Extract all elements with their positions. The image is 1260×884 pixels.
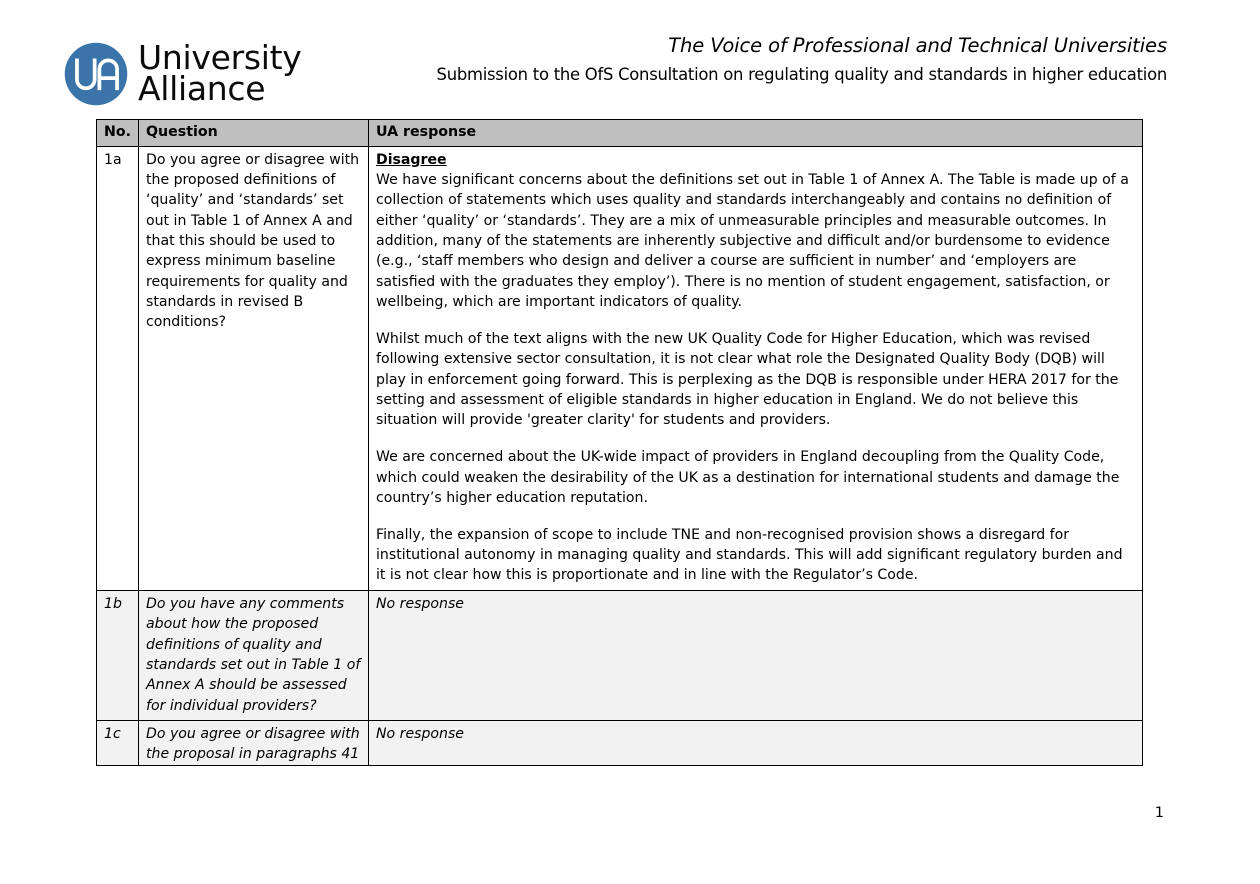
consultation-response-table: [96, 119, 1143, 766]
university-alliance-logo: [62, 40, 301, 108]
row-number: 1b: [97, 590, 139, 720]
document-subtitle: Submission to the OfS Consultation on regulating quality and standards in higher education: [436, 65, 1167, 85]
response-paragraph-1: We have significant concerns about the definitions set out in Table 1 of Annex A. The Table is made up of a collection of statements which uses quality and standards interchangeably and contains no definition of either ‘quality’ or ‘standards’. They are a mix of unmeasurable principles and measurable outcomes. In addition, many of the statements are inherently subjective and difficult and/or burdensome to evidence (e.g., ‘staff members who design and deliver a course are sufficient in number’ and ‘employers are satisfied with the graduates they employ’). There is no mention of student engagement, satisfaction, or wellbeing, which are important indicators of quality.: [376, 171, 1129, 311]
table-row: [97, 721, 1143, 766]
document-header: [62, 34, 1167, 114]
table-row: [97, 146, 1143, 590]
table-row: [97, 590, 1143, 720]
row-question: Do you agree or disagree with the proposed definitions of ‘quality’ and ‘standards’ set out in Table 1 of Annex A and that this should be used to express minimum baseline requirements for quality and standards in revised B conditions?: [139, 146, 369, 590]
row-response: No response: [369, 590, 1143, 720]
table-header-row: [97, 120, 1143, 147]
row-question: Do you have any comments about how the proposed definitions of quality and standards set out in Table 1 of Annex A should be assessed for individual providers?: [139, 590, 369, 720]
organisation-tagline: The Voice of Professional and Technical Universities: [668, 34, 1167, 57]
row-number: 1a: [97, 146, 139, 590]
page-number: 1: [1154, 805, 1164, 821]
ua-circle-logo-icon: [62, 40, 130, 108]
column-header-no: No.: [97, 120, 139, 147]
column-header-response: UA response: [369, 120, 1143, 147]
row-question: Do you agree or disagree with the proposal in paragraphs 41: [139, 721, 369, 766]
header-text-block: [347, 34, 1167, 86]
column-header-question: Question: [139, 120, 369, 147]
response-heading: [376, 150, 1136, 170]
response-paragraph-2: Whilst much of the text aligns with the new UK Quality Code for Higher Education, which was revised following extensive sector consultation, it is not clear what role the Designated Quality Body (DQB) will play in enforcement going forward. This is perplexing as the DQB is responsible under HERA 2017 for the setting and assessment of eligible standards in higher education in England. We do not believe this situation will provide 'greater clarity' for students and providers.: [376, 330, 1119, 429]
response-heading-text: Disagree: [376, 151, 447, 168]
row-response: No response: [369, 721, 1143, 766]
logo-wordmark-line2: Alliance: [138, 69, 266, 108]
response-paragraph-3: We are concerned about the UK-wide impact of providers in England decoupling from the Quality Code, which could weaken the desirability of the UK as a destination for international students and damage the country’s higher education reputation.: [376, 449, 1120, 506]
logo-wordmark: [138, 38, 302, 108]
response-paragraph-4: Finally, the expansion of scope to include TNE and non-recognised provision shows a disregard for institutional autonomy in managing quality and standards. This will add significant regulatory burden and it is not clear how this is proportionate and in line with the Regulator’s Code.: [376, 526, 1123, 584]
row-response: [369, 146, 1143, 590]
row-number: 1c: [97, 721, 139, 766]
logo-wordmark-line1: University: [138, 38, 302, 78]
